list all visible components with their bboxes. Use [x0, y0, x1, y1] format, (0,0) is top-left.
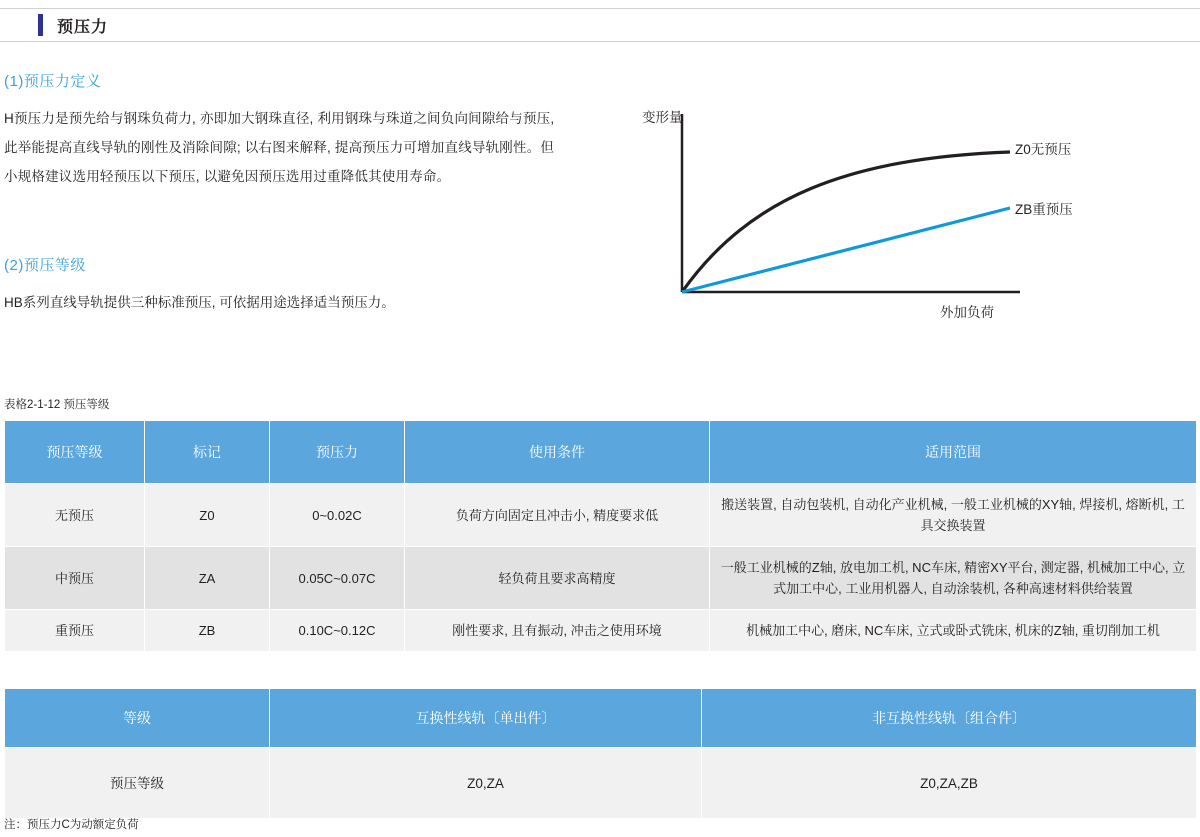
cell-condition: 负荷方向固定且冲击小, 精度要求低 — [405, 484, 710, 547]
preload-deformation-diagram — [600, 96, 1180, 336]
page-header — [0, 8, 1200, 42]
section-1-heading: (1)预压力定义 — [4, 73, 102, 90]
cell-grade: 无预压 — [5, 484, 145, 547]
table-1-header-force: 预压力 — [270, 421, 405, 484]
section-2-paragraph: HB系列直线导轨提供三种标准预压, 可依据用途选择适当预压力。 — [4, 295, 395, 310]
cell-condition: 轻负荷且要求高精度 — [405, 547, 710, 610]
footnote: 注：预压力C为动额定负荷 — [4, 819, 139, 831]
section-1-text: H预压力是预先给与钢珠负荷力, 亦即加大钢珠直径, 利用钢珠与珠道之间负向间隙给与预压, 此举能提高直线导轨的刚性及消除间隙; 以右图来解释, 提高预压力可增加直线导轨刚性。但小规格建议选用轻预压以下预压, 以避免因预压选用过重降低其使用寿命。 — [4, 111, 555, 184]
interchangeability-table — [4, 688, 1197, 819]
table-row — [5, 547, 1197, 610]
cell-grade: 重预压 — [5, 610, 145, 652]
cell-force: 0~0.02C — [270, 484, 405, 547]
line-zb-heavy-preload — [682, 208, 1010, 292]
cell-non-interchangeable: Z0,ZA,ZB — [702, 748, 1197, 819]
diagram-curve-label-zb: ZB重预压 — [1015, 202, 1073, 217]
table-2-header-grade: 等级 — [5, 689, 270, 748]
diagram-y-axis-label: 变形量 — [642, 110, 683, 125]
cell-condition: 刚性要求, 且有振动, 冲击之使用环境 — [405, 610, 710, 652]
diagram-curve-label-z0: Z0无预压 — [1015, 142, 1072, 157]
cell-grade: 中预压 — [5, 547, 145, 610]
cell-mark: ZB — [145, 610, 270, 652]
section-1-paragraph — [4, 104, 564, 191]
header-accent-bar — [38, 14, 43, 36]
cell-scope: 一般工业机械的Z轴, 放电加工机, NC车床, 精密XY平台, 测定器, 机械加工中心, 立式加工中心, 工业用机器人, 自动涂装机, 各种高速材料供给装置 — [710, 547, 1197, 610]
cell-scope: 搬送装置, 自动包装机, 自动化产业机械, 一般工业机械的XY轴, 焊接机, 熔断机, 工具交换装置 — [710, 484, 1197, 547]
table-2-header-row — [5, 689, 1197, 748]
cell-mark: Z0 — [145, 484, 270, 547]
diagram-svg — [600, 96, 1180, 336]
table-1-header-scope: 适用范围 — [710, 421, 1197, 484]
table-1-header-mark: 标记 — [145, 421, 270, 484]
cell-mark: ZA — [145, 547, 270, 610]
table-1-header-row — [5, 421, 1197, 484]
section-2-heading: (2)预压等级 — [4, 257, 86, 274]
page-title: 预压力 — [57, 18, 109, 36]
cell-interchangeable: Z0,ZA — [270, 748, 702, 819]
cell-force: 0.05C~0.07C — [270, 547, 405, 610]
table-1-header-condition: 使用条件 — [405, 421, 710, 484]
table-row — [5, 748, 1197, 819]
cell-grade: 预压等级 — [5, 748, 270, 819]
cell-force: 0.10C~0.12C — [270, 610, 405, 652]
table-row — [5, 484, 1197, 547]
preload-grade-table — [4, 420, 1197, 652]
cell-scope: 机械加工中心, 磨床, NC车床, 立式或卧式铣床, 机床的Z轴, 重切削加工机 — [710, 610, 1197, 652]
table-1-caption: 表格2-1-12 预压等级 — [4, 399, 110, 411]
table-2-header-non-interchangeable: 非互换性线轨〔组合件〕 — [702, 689, 1197, 748]
table-row — [5, 610, 1197, 652]
table-1-header-grade: 预压等级 — [5, 421, 145, 484]
diagram-x-axis-label: 外加负荷 — [940, 305, 994, 320]
table-2-header-interchangeable: 互换性线轨〔单出件〕 — [270, 689, 702, 748]
